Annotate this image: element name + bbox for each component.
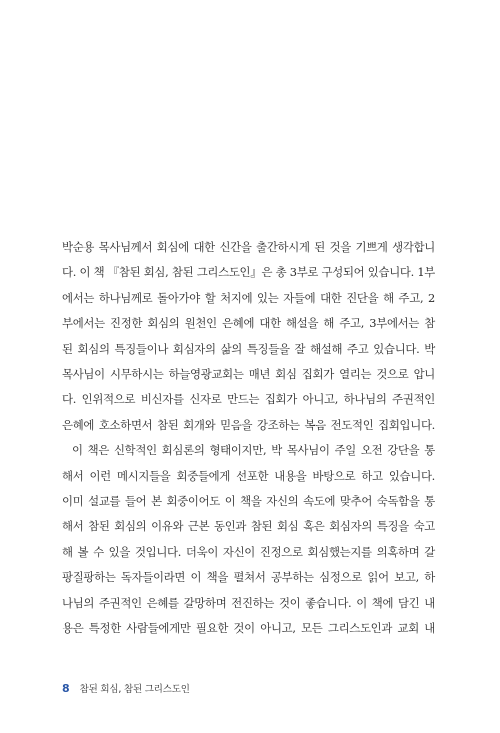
text-line: 다. 이 책 『참된 회심, 참된 그리스도인』은 총 3부로 구성되어 있습니다. 1부 bbox=[62, 265, 435, 280]
text-line: 나님의 주권적인 은혜를 갈망하며 전진하는 것이 좋습니다. 이 책에 담긴 내 bbox=[62, 595, 435, 610]
text-line: 해 볼 수 있을 것입니다. 더욱이 자신이 진정으로 회심했는지를 의혹하며 갈 bbox=[62, 544, 435, 559]
page-number: 8 bbox=[62, 681, 70, 695]
text-line: 이 책은 신학적인 회심론의 형태이지만, 박 목사님이 주일 오전 강단을 통 bbox=[72, 443, 435, 458]
text-line: 해서 이런 메시지들을 회중들에게 선포한 내용을 바탕으로 하고 있습니다. bbox=[62, 468, 435, 483]
text-line: 에서는 하나님께로 돌아가야 할 처지에 있는 자들에 대한 진단을 해 주고, 2 bbox=[62, 290, 435, 305]
running-title: 참된 회심, 참된 그리스도인 bbox=[79, 684, 190, 695]
text-line: 은혜에 호소하면서 참된 회개와 믿음을 강조하는 복음 전도적인 집회입니다. bbox=[62, 417, 435, 432]
text-line: 다. 인위적으로 비신자를 신자로 만드는 집회가 아니고, 하나님의 주권적인 bbox=[62, 392, 435, 407]
text-line: 이미 설교를 들어 본 회중이어도 이 책을 자신의 속도에 맞추어 숙독함을 통 bbox=[62, 494, 435, 509]
text-line: 팡질팡하는 독자들이라면 이 책을 펼쳐서 공부하는 심정으로 읽어 보고, 하 bbox=[62, 570, 435, 585]
page-footer bbox=[62, 680, 190, 696]
text-line: 된 회심의 특징들이나 회심자의 삶의 특징들을 잘 해설해 주고 있습니다. 박 bbox=[62, 341, 435, 356]
text-line: 부에서는 진정한 회심의 원천인 은혜에 대한 해설을 해 주고, 3부에서는 참 bbox=[62, 316, 435, 331]
text-line: 목사님이 시무하시는 하늘영광교회는 매년 회심 집회가 열리는 것으로 압니 bbox=[62, 367, 435, 382]
text-line: 박순용 목사님께서 회심에 대한 신간을 출간하시게 된 것을 기쁘게 생각합니 bbox=[62, 240, 435, 254]
body-text bbox=[62, 235, 435, 642]
text-line: 용은 특정한 사람들에게만 필요한 것이 아니고, 모든 그리스도인과 교회 내 bbox=[62, 621, 435, 636]
text-line: 해서 참된 회심의 이유와 근본 동인과 참된 회심 혹은 회심자의 특징을 숙고 bbox=[62, 519, 435, 534]
